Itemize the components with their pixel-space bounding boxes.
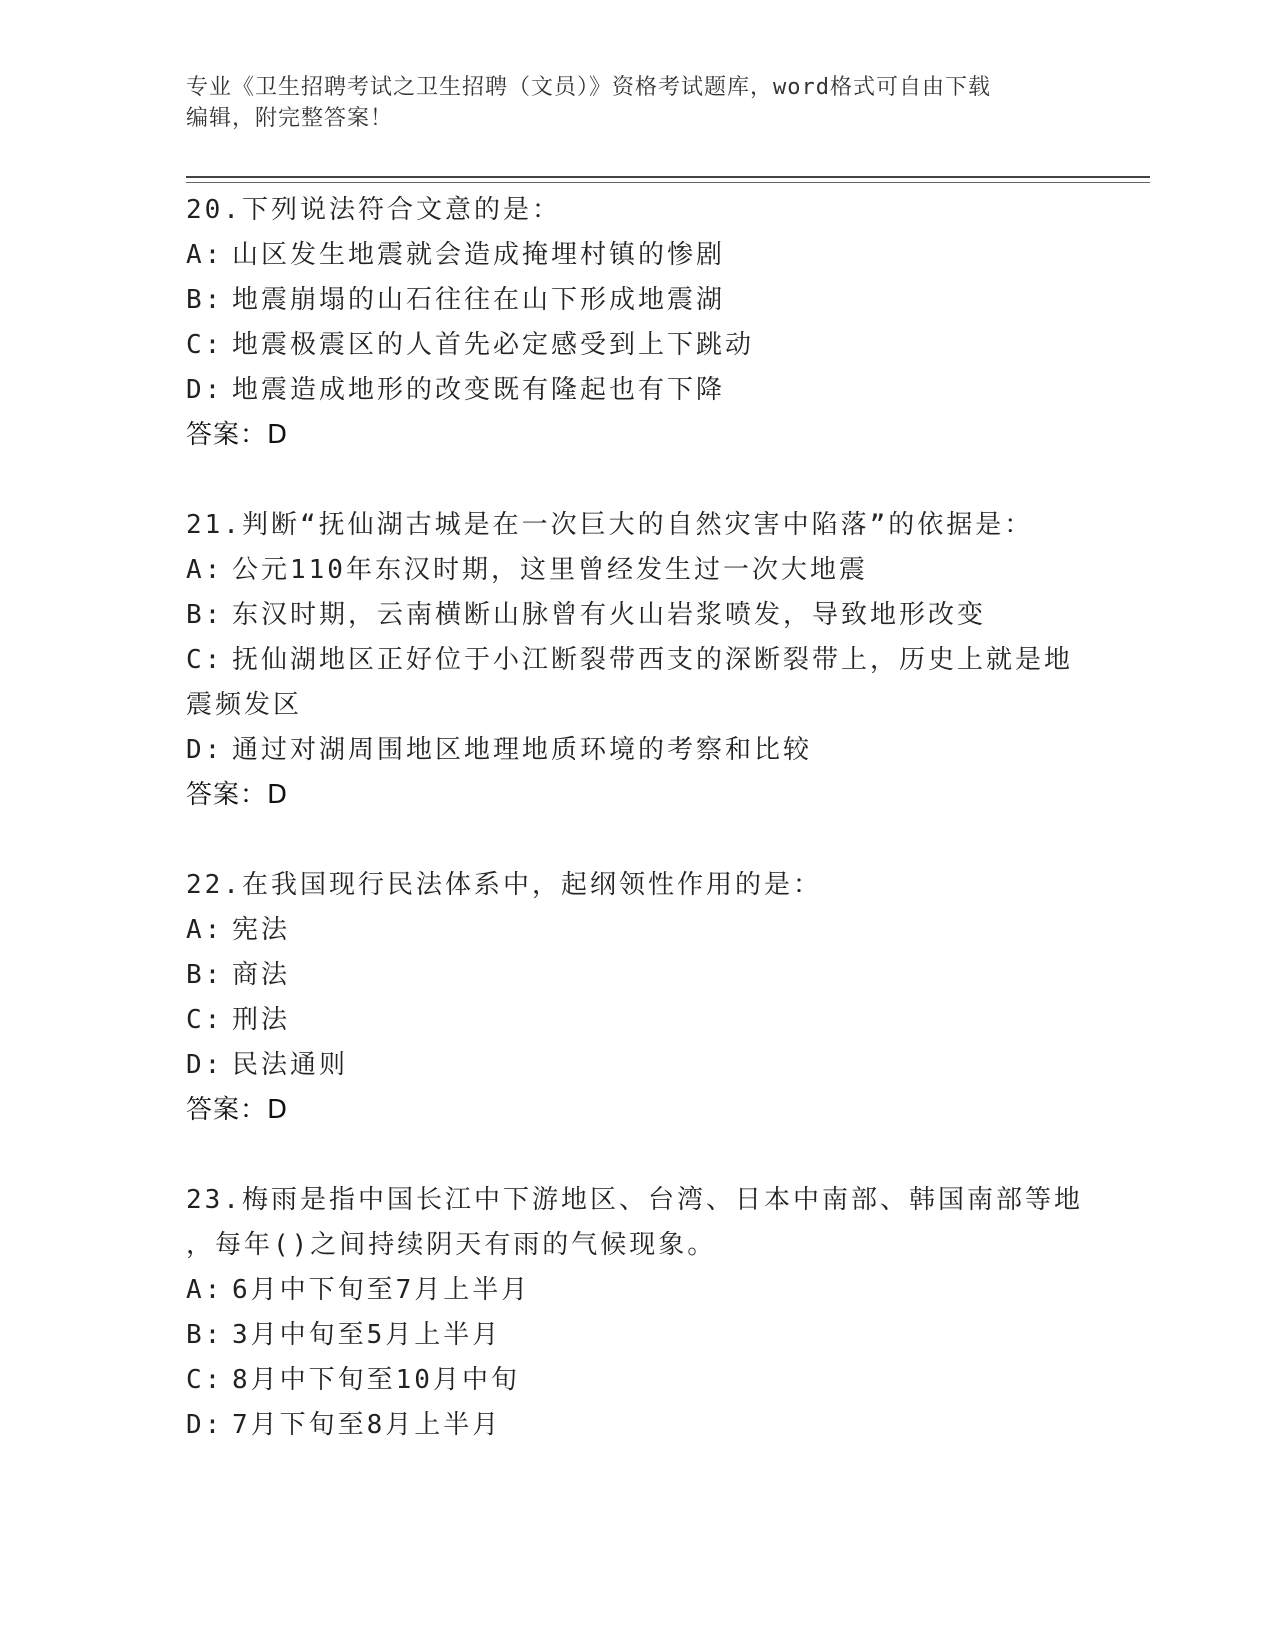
option-text: 刑法 (232, 1005, 291, 1035)
question-stem: 21.判断“抚仙湖古城是在一次巨大的自然灾害中陷落”的依据是： (186, 510, 1034, 540)
header-divider (186, 176, 1150, 178)
option-key: C: (186, 330, 224, 360)
question-20 (186, 188, 1086, 458)
question-stem: 20.下列说法符合文意的是： (186, 195, 561, 225)
question-stem: 23.梅雨是指中国长江中下游地区、台湾、日本中南部、韩国南部等地 (186, 1185, 1083, 1215)
option-key: D: (186, 735, 224, 765)
document-header (186, 72, 1066, 134)
option-c (186, 998, 1086, 1043)
option-text: 7月下旬至8月上半月 (232, 1410, 502, 1440)
option-key: A: (186, 240, 224, 270)
option-text: 地震极震区的人首先必定感受到上下跳动 (232, 330, 755, 360)
option-text: 3月中旬至5月上半月 (232, 1320, 502, 1350)
option-text: 山区发生地震就会造成掩埋村镇的惨剧 (232, 240, 726, 270)
option-d (186, 1403, 1086, 1448)
option-c (186, 638, 1086, 683)
option-text: 地震造成地形的改变既有隆起也有下降 (232, 375, 726, 405)
option-a (186, 233, 1086, 278)
question-22 (186, 863, 1086, 1133)
question-stem-continuation: ，每年()之间持续阴天有雨的气候现象。 (186, 1230, 717, 1260)
option-text: 商法 (232, 960, 291, 990)
option-a (186, 908, 1086, 953)
option-key: C: (186, 1005, 224, 1035)
option-key: B: (186, 960, 224, 990)
option-key: D: (186, 1050, 224, 1080)
answer-line: 答案：D (186, 1095, 289, 1125)
option-a (186, 1268, 1086, 1313)
option-key: B: (186, 600, 224, 630)
option-text: 通过对湖周围地区地理地质环境的考察和比较 (232, 735, 813, 765)
option-b (186, 1313, 1086, 1358)
option-key: B: (186, 285, 224, 315)
option-text: 地震崩塌的山石往往在山下形成地震湖 (232, 285, 726, 315)
option-key: A: (186, 915, 224, 945)
header-line-2: 编辑，附完整答案！ (186, 106, 394, 131)
question-21 (186, 503, 1086, 818)
option-d (186, 728, 1086, 773)
option-b (186, 953, 1086, 998)
option-key: C: (186, 1365, 224, 1395)
option-text: 宪法 (232, 915, 291, 945)
header-divider-thin (186, 182, 1150, 183)
option-c (186, 323, 1086, 368)
option-d (186, 1043, 1086, 1088)
question-23 (186, 1178, 1086, 1448)
option-key: D: (186, 375, 224, 405)
option-text: 抚仙湖地区正好位于小江断裂带西支的深断裂带上，历史上就是地 (232, 645, 1074, 675)
option-text: 6月中下旬至7月上半月 (232, 1275, 531, 1305)
option-text: 民法通则 (232, 1050, 349, 1080)
option-key: A: (186, 1275, 224, 1305)
option-text: 8月中下旬至10月中旬 (232, 1365, 520, 1395)
option-b (186, 278, 1086, 323)
question-stem: 22.在我国现行民法体系中，起纲领性作用的是： (186, 870, 822, 900)
option-key: A: (186, 555, 224, 585)
option-text: 公元110年东汉时期，这里曾经发生过一次大地震 (232, 555, 868, 585)
header-line-1: 专业《卫生招聘考试之卫生招聘（文员）》资格考试题库，word格式可自由下载 (186, 75, 991, 100)
option-key: C: (186, 645, 224, 675)
option-key: D: (186, 1410, 224, 1440)
option-c (186, 1358, 1086, 1403)
option-a (186, 548, 1086, 593)
option-d (186, 368, 1086, 413)
question-list (186, 188, 1086, 1493)
answer-line: 答案：D (186, 780, 289, 810)
option-text: 东汉时期，云南横断山脉曾有火山岩浆喷发，导致地形改变 (232, 600, 987, 630)
option-b (186, 593, 1086, 638)
answer-line: 答案：D (186, 420, 289, 450)
option-key: B: (186, 1320, 224, 1350)
option-c-continuation: 震频发区 (186, 690, 303, 720)
